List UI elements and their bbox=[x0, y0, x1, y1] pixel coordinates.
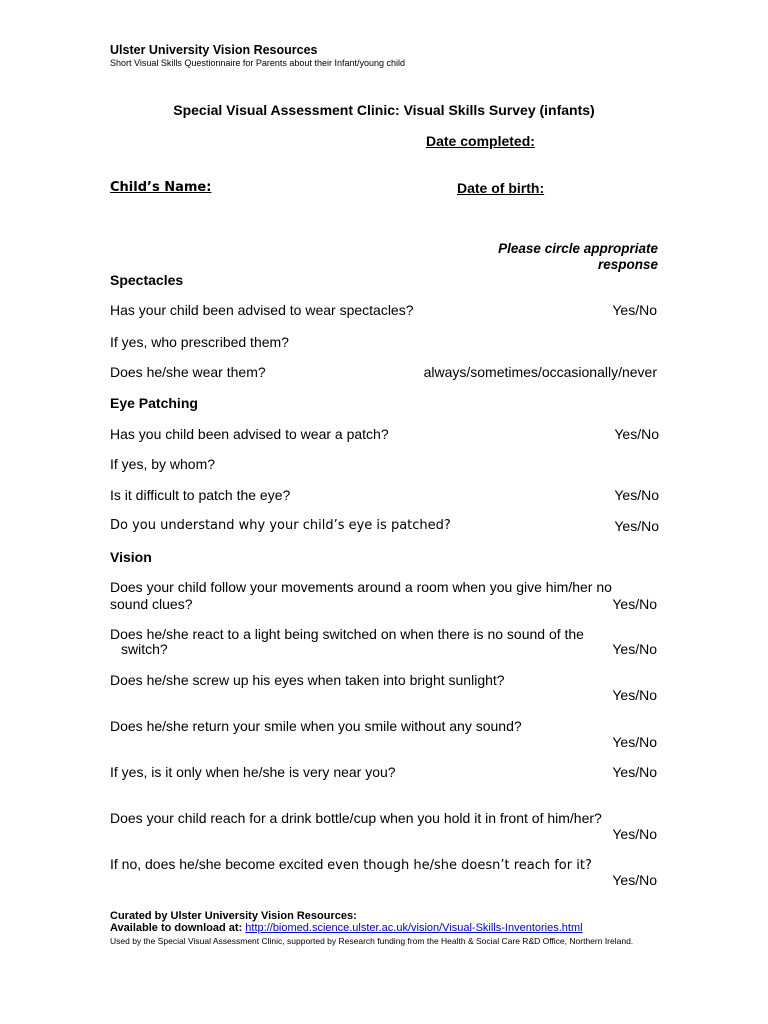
document-subtitle: Short Visual Skills Questionnaire for Parents about their Infant/young child bbox=[110, 58, 406, 68]
instruction-line-2: response bbox=[597, 257, 658, 272]
answer-react-light[interactable]: Yes/No bbox=[612, 641, 657, 657]
section-heading-spectacles: Spectacles bbox=[110, 272, 184, 288]
question-become-excited bbox=[110, 856, 592, 873]
question-spectacles-wear: Does he/she wear them? bbox=[110, 364, 266, 380]
answer-follow-movements[interactable]: Yes/No bbox=[612, 596, 657, 612]
footer-note: Used by the Special Visual Assessment Clinic, supported by Research funding from the Health & Social Care R&D Office, Northern Ireland. bbox=[110, 936, 634, 946]
question-become-excited-part2: even though he/she doesn’t reach for it? bbox=[327, 858, 592, 873]
question-return-smile: Does he/she return your smile when you smile without any sound? bbox=[110, 718, 522, 734]
question-only-near: If yes, is it only when he/she is very near you? bbox=[110, 764, 396, 780]
date-of-birth-label: Date of birth: bbox=[457, 180, 545, 196]
answer-patch-understand[interactable]: Yes/No bbox=[614, 518, 659, 534]
question-react-light: Does he/she react to a light being switched on when there is no sound of the bbox=[110, 626, 584, 642]
question-reach-drink: Does your child reach for a drink bottle/cup when you hold it in front of him/her? bbox=[110, 810, 602, 826]
answer-become-excited[interactable]: Yes/No bbox=[612, 872, 657, 888]
question-patch-difficult: Is it difficult to patch the eye? bbox=[110, 487, 291, 503]
question-react-light-cont: switch? bbox=[121, 641, 168, 657]
footer-curated: Curated by Ulster University Vision Resources: bbox=[110, 910, 357, 922]
answer-only-near[interactable]: Yes/No bbox=[612, 764, 657, 780]
footer-available-colon: : bbox=[238, 922, 246, 934]
section-heading-vision: Vision bbox=[110, 549, 152, 565]
download-link[interactable]: http://biomed.science.ulster.ac.uk/vision/Visual-Skills-Inventories.html bbox=[245, 922, 583, 934]
circle-instruction bbox=[498, 241, 658, 273]
question-spectacles-advised: Has your child been advised to wear spectacles? bbox=[110, 302, 414, 318]
question-spectacles-prescriber: If yes, who prescribed them? bbox=[110, 334, 289, 350]
page-title: Special Visual Assessment Clinic: Visual Skills Survey (infants) bbox=[173, 102, 595, 118]
question-patch-advised: Has you child been advised to wear a patch? bbox=[110, 426, 389, 442]
question-follow-movements: Does your child follow your movements around a room when you give him/her no bbox=[110, 579, 612, 595]
instruction-line-1: Please circle appropriate bbox=[498, 241, 658, 256]
answer-spectacles-wear[interactable]: always/sometimes/occasionally/never bbox=[423, 364, 657, 380]
question-become-excited-part1: If no, does he/she become excited bbox=[110, 856, 328, 872]
answer-reach-drink[interactable]: Yes/No bbox=[612, 826, 657, 842]
footer-available bbox=[110, 922, 583, 934]
question-patch-by-whom: If yes, by whom? bbox=[110, 456, 216, 472]
answer-screw-eyes[interactable]: Yes/No bbox=[612, 687, 657, 703]
answer-return-smile[interactable]: Yes/No bbox=[612, 734, 657, 750]
section-heading-eye-patching: Eye Patching bbox=[110, 395, 198, 411]
answer-patch-advised[interactable]: Yes/No bbox=[614, 426, 659, 442]
answer-spectacles-advised[interactable]: Yes/No bbox=[612, 302, 657, 318]
footer-available-label: Available to download at bbox=[110, 922, 239, 934]
question-patch-understand: Do you understand why your child’s eye is patched? bbox=[110, 518, 451, 533]
date-completed-label: Date completed: bbox=[426, 133, 535, 149]
child-name-label: Child’s Name: bbox=[110, 180, 212, 195]
question-screw-eyes: Does he/she screw up his eyes when taken into bright sunlight? bbox=[110, 672, 505, 688]
organization-name: Ulster University Vision Resources bbox=[110, 43, 318, 57]
answer-patch-difficult[interactable]: Yes/No bbox=[614, 487, 659, 503]
question-follow-movements-cont: sound clues? bbox=[110, 596, 193, 612]
